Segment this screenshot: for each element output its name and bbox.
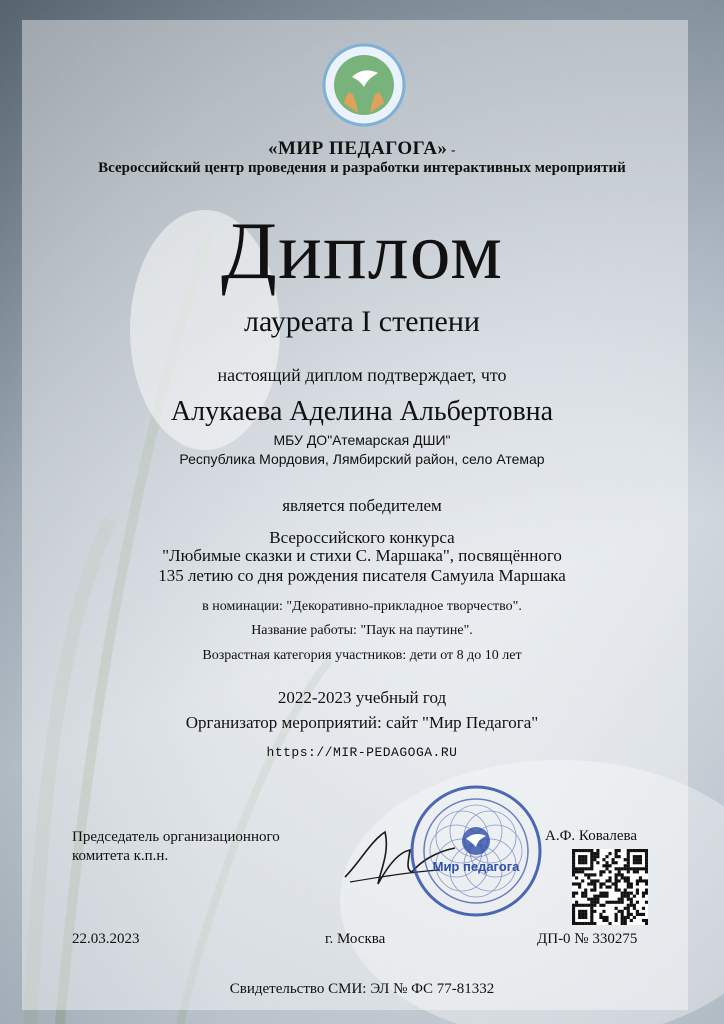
brand-name: «МИР ПЕДАГОГА» bbox=[267, 138, 448, 159]
brand-dash: - bbox=[447, 142, 457, 157]
diploma-title: Диплом bbox=[221, 205, 503, 296]
chair-title bbox=[72, 828, 332, 866]
qr-code-icon bbox=[572, 849, 648, 925]
confirm-text: настоящий диплом подтверждает, что bbox=[217, 365, 507, 385]
age-category: Возрастная категория участников: дети от 8 до 10 лет bbox=[202, 648, 522, 663]
signer-name: А.Ф. Ковалева bbox=[545, 828, 638, 844]
school-year: 2022-2023 учебный год bbox=[277, 688, 447, 707]
recipient-name: Алукаева Аделина Альбертовна bbox=[170, 396, 554, 427]
competition-line-3: 135 летию со дня рождения писателя Самуила Маршака bbox=[158, 566, 566, 585]
issue-date: 22.03.2023 bbox=[72, 931, 140, 947]
work-title: Название работы: "Паук на паутине". bbox=[251, 623, 473, 638]
brand-heading bbox=[0, 138, 724, 160]
recipient-region: Республика Мордовия, Лямбирский район, село Атемар bbox=[179, 451, 545, 467]
media-certificate: Свидетельство СМИ: ЭЛ № ФС 77-81332 bbox=[229, 981, 495, 997]
organizer: Организатор мероприятий: сайт "Мир Педагога" bbox=[185, 713, 539, 732]
stamp-label: Мир педагога bbox=[432, 859, 520, 874]
document-number: ДП-0 № 330275 bbox=[537, 931, 638, 947]
nomination: в номинации: "Декоративно-прикладное творчество". bbox=[202, 599, 522, 614]
chair-line-2: комитета к.п.н. bbox=[72, 848, 169, 864]
stamp-seal-icon bbox=[408, 783, 544, 919]
competition-line-1: Всероссийского конкурса bbox=[269, 528, 455, 547]
recipient-organization: МБУ ДО"Атемарская ДШИ" bbox=[273, 432, 451, 448]
chair-line-1: Председатель организационного bbox=[72, 829, 280, 845]
issue-city: г. Москва bbox=[325, 931, 386, 947]
brand-subtitle: Всероссийский центр проведения и разработки интерактивных мероприятий bbox=[98, 160, 626, 176]
website-url: https://MIR-PEDAGOGA.RU bbox=[266, 745, 458, 760]
winner-text: является победителем bbox=[282, 496, 442, 515]
competition-line-2: "Любимые сказки и стихи С. Маршака", посвящённого bbox=[162, 546, 562, 565]
logo-dove-hands-icon bbox=[322, 43, 406, 127]
diploma-degree: лауреата I степени bbox=[244, 305, 480, 338]
